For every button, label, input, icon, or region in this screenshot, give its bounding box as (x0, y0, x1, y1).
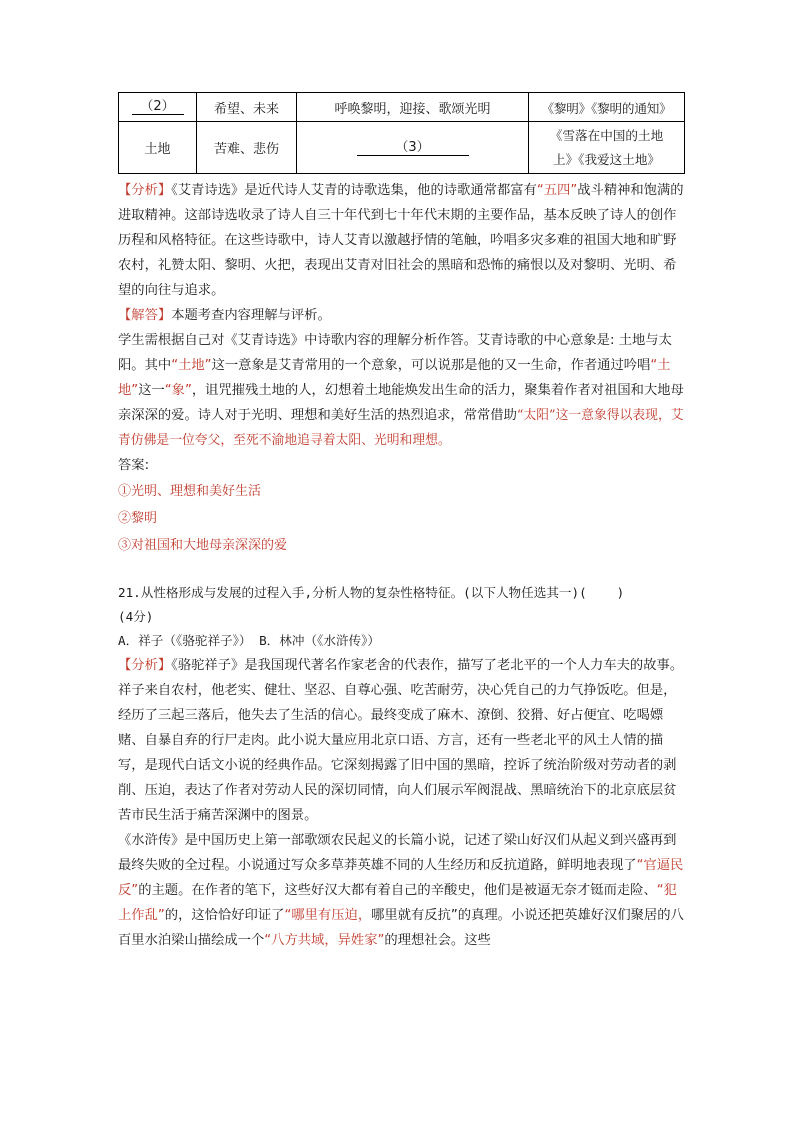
analysis-tag: 【分析】 (118, 183, 172, 198)
highlight-text: “犯上作乱” (118, 883, 677, 923)
question-21-stem (118, 581, 684, 605)
highlight-text: “土地” (118, 358, 671, 398)
table-cell (297, 122, 529, 174)
highlight-text: “八方共域，异姓家” (264, 933, 385, 948)
answer-item-2: ②黎明 (118, 511, 158, 526)
question-paren: ) (616, 585, 625, 600)
answer-blank-3: （3） (357, 141, 469, 156)
table-cell: 土地 (119, 122, 197, 174)
analysis-text: 《水浒传》是中国历史上第一部歌颂农民起义的长篇小说，记述了梁山好汉们从起义到兴盛再到最终失败的全过程。小说通过写众多草莽英雄不同的人生经历和反抗道路，鲜明地表现了 (118, 833, 677, 873)
solution-text: 这一意象是艾青常用的一个意象，可以说那是他的又一生命，作者通过吟唱 (211, 358, 651, 373)
highlight-text: “五四” (536, 183, 578, 198)
table-cell: 希望、未来 (197, 93, 297, 122)
highlight-text: “官逼民反” (118, 858, 684, 898)
page-content (118, 92, 684, 953)
highlight-text: “哪里有压迫， (284, 908, 372, 923)
table-cell: 呼唤黎明，迎接、歌颂光明 (297, 93, 529, 122)
solution-body (118, 328, 684, 453)
poetry-table (118, 92, 685, 174)
answer-item-3: ③对祖国和大地母亲深深的爱 (118, 538, 288, 553)
table-row (119, 122, 685, 174)
analysis-text: 《骆驼祥子》是我国现代著名作家老舍的代表作，描写了老北平的一个人力车夫的故事。祥子来自农村，他老实、健壮、坚忍、自尊心强、吃苦耐劳，决心凭自己的力气挣饭吃。但是，经历了三起三落后，他失去了生活的信心。最终变成了麻木、潦倒、狡猾、好占便宜、吃喝嫖赌、自暴自弃的行尸走肉。此小说大量应用北京口语、方言，还有一些老北平的风土人情的描写，是现代白话文小说的经典作品。它深刻揭露了旧中国的黑暗，控诉了统治阶级对劳动者的剥削、压迫，表达了作者对劳动人民的深切同情，向人们展示军阀混战、黑暗统治下的北京底层贫苦市民生活于痛苦深渊中的图景。 (118, 658, 684, 823)
table-cell (529, 122, 685, 174)
analysis-text: 战斗精神和饱满的进取精神。这部诗选收录了诗人自三十年代到七十年代末期的主要作品，基本反映了诗人的创作历程和风格特征。在这些诗歌中，诗人艾青以激越抒情的笔触，吟唱多灾多难的祖国大地和旷野农村，礼赞太阳、黎明、火把，表现出艾青对旧社会的黑暗和恐怖的痛恨以及对黎明、光明、希望的向往与追求。 (118, 183, 684, 298)
analysis-text: 的，这恰恰好印证了 (164, 908, 285, 923)
solution-text: 这一 (138, 383, 165, 398)
analysis-tag: 【分析】 (118, 658, 172, 673)
solution-text: ，诅咒摧残土地的人，幻想着土地能焕发出生命的活力，聚集着作者对祖国和大地母亲深深的爱。诗人对于光明、理想和美好生活的热烈追求，常常借助 (118, 383, 684, 423)
table-cell (119, 93, 197, 122)
question-21-options: A．祥子（《骆驼祥子》） B．林冲（《水浒传》） (118, 633, 381, 648)
table-row (119, 93, 685, 122)
answer-item-1: ①光明、理想和美好生活 (118, 484, 262, 499)
highlight-text: “太阳”这一意象得以表现，艾青仿佛是一位夸父，至死不渝地追寻着太阳、光明和理想。 (118, 408, 684, 448)
analysis-text: 的理想社会。这些 (384, 933, 491, 948)
analysis-text: 哪里就有反抗”的真理。小说还把英雄好汉们聚居的八百里水泊梁山描绘成一个 (118, 908, 684, 948)
answer-blank-2: （2） (132, 100, 184, 115)
answer-label: 答案: (118, 458, 150, 473)
analysis-text: 《艾青诗选》是近代诗人艾青的诗歌选集，他的诗歌通常都富有 (171, 183, 537, 198)
analysis-paragraph-2 (118, 653, 684, 828)
solution-tag: 【解答】 (118, 308, 172, 323)
analysis-text: 的主题。在作者的笔下，这些好汉大都有着自己的辛酸史，他们是被逼无奈才铤而走险、 (138, 883, 657, 898)
solution-text: 本题考查内容理解与评析。 (171, 308, 331, 323)
analysis-paragraph-1 (118, 178, 684, 303)
table-cell-line: 《雪落在中国的土地 (549, 127, 664, 143)
table-cell: 苦难、悲伤 (197, 122, 297, 174)
highlight-text: “象” (164, 383, 192, 398)
table-cell: 《黎明》《黎明的通知》 (529, 93, 685, 122)
table-cell-line: 上》《我爱这土地》 (552, 151, 661, 167)
solution-heading (118, 303, 684, 328)
highlight-text: “土地” (171, 358, 212, 373)
question-21-score: (4分) (118, 609, 154, 624)
question-text: 21.从性格形成与发展的过程入手,分析人物的复杂性格特征。(以下人物任选其一)( (118, 585, 587, 600)
analysis-paragraph-3 (118, 828, 684, 953)
solution-text: 学生需根据自己对《艾青诗选》中诗歌内容的理解分析作答。艾青诗歌的中心意象是: 土地与太阳。其中 (118, 333, 672, 373)
